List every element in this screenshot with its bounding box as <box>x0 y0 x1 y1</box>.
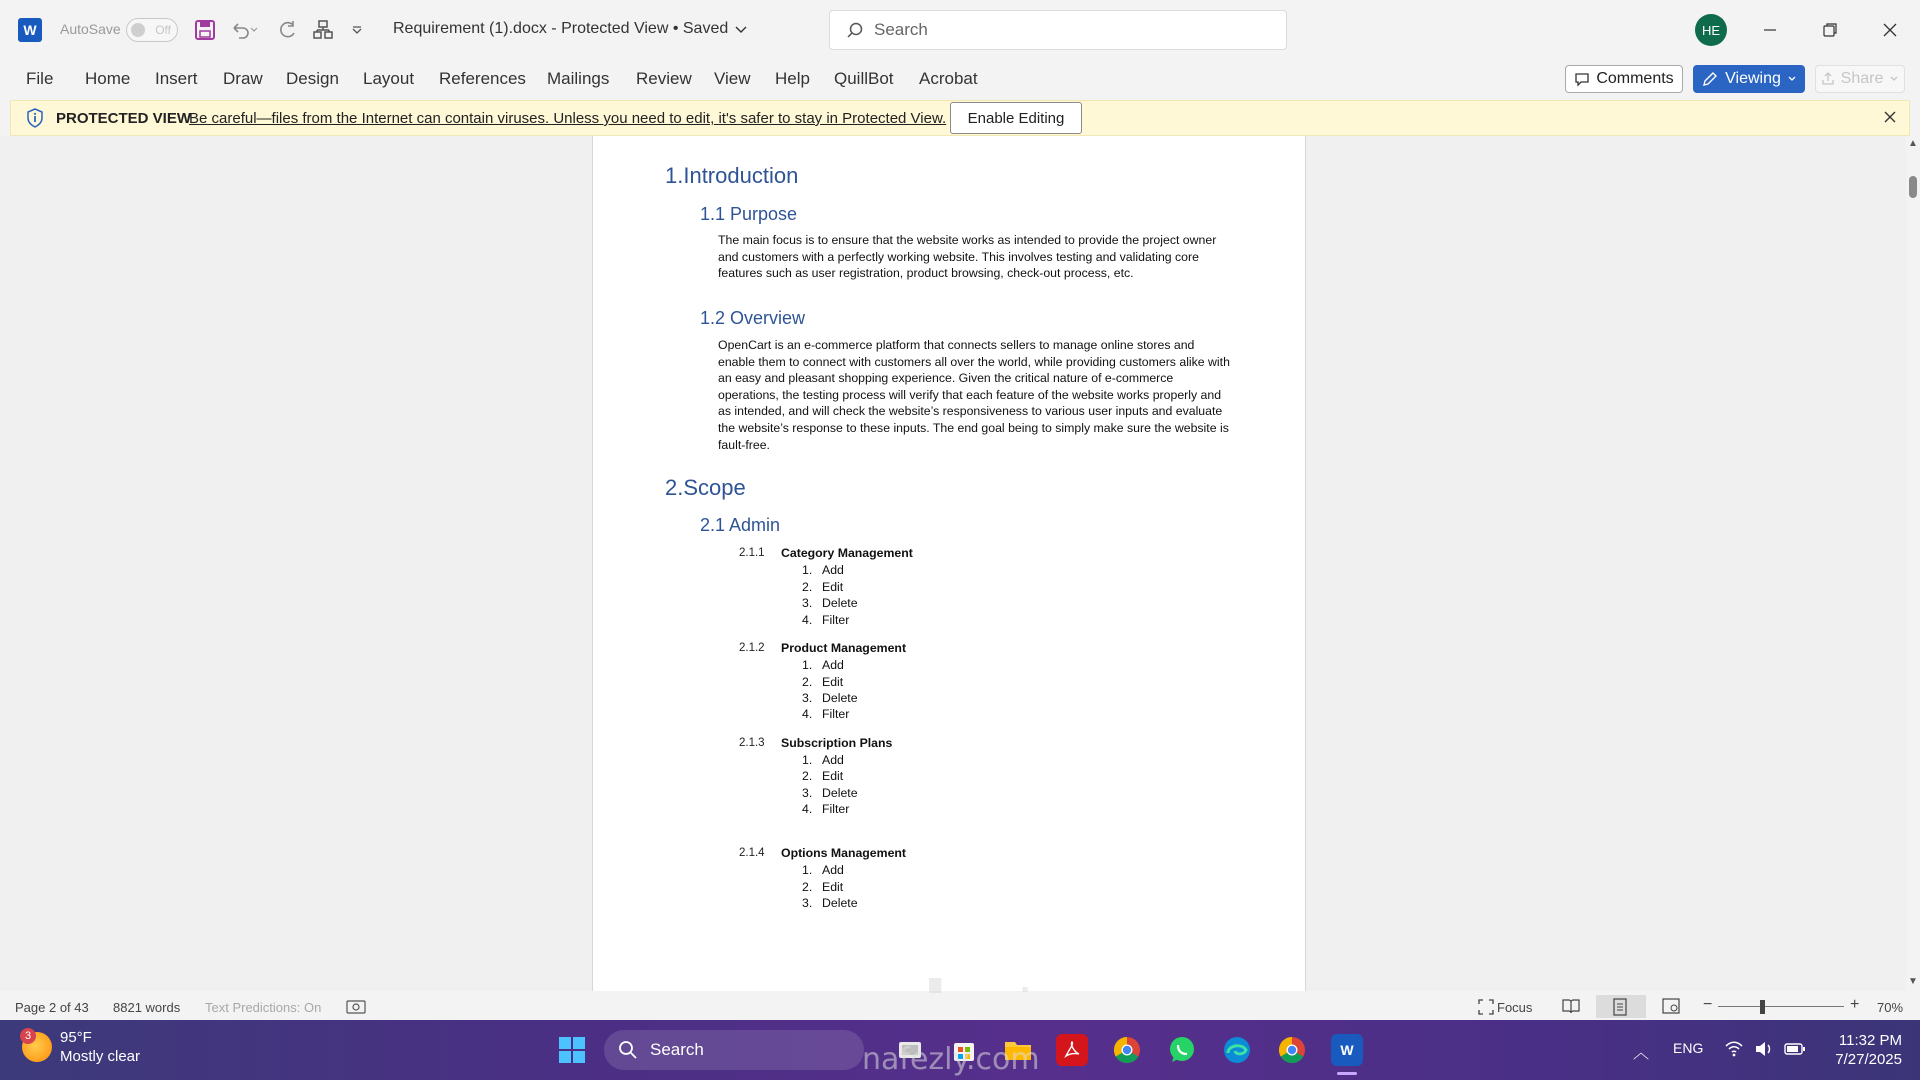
watermark-text: nafezly.com <box>862 1042 1040 1077</box>
windows-start-icon[interactable] <box>556 1034 588 1066</box>
list-item: 2. Edit <box>802 580 844 594</box>
heading-overview: 1.2 Overview <box>700 308 806 328</box>
section-number: 2.1.4 <box>739 847 765 859</box>
tab-layout[interactable]: Layout <box>363 69 415 88</box>
document-canvas <box>0 136 1906 991</box>
share-label: Share <box>1840 70 1884 87</box>
chrome-profile-icon[interactable] <box>1276 1034 1308 1066</box>
save-icon[interactable] <box>191 16 219 44</box>
system-clock[interactable] <box>1820 1031 1902 1069</box>
heading-introduction: 1.Introduction <box>665 163 799 188</box>
scroll-down-icon[interactable]: ▼ <box>1908 976 1918 987</box>
tab-help[interactable]: Help <box>775 69 810 88</box>
zoom-out-icon[interactable]: − <box>1703 996 1713 1013</box>
share-button[interactable] <box>1815 65 1905 93</box>
avatar[interactable]: HE <box>1695 14 1727 46</box>
document-title[interactable] <box>393 20 748 38</box>
autosave-label: AutoSave <box>60 21 121 37</box>
tab-references[interactable]: References <box>439 69 526 88</box>
close-icon[interactable] <box>1882 109 1898 125</box>
section-number: 2.1.1 <box>739 547 765 559</box>
document-page <box>592 136 1306 991</box>
list-item: 1. Add <box>802 563 844 577</box>
weather-widget[interactable] <box>22 1028 140 1066</box>
zoom-level[interactable]: 70% <box>1877 1000 1904 1015</box>
comments-label: Comments <box>1596 70 1674 87</box>
tab-quillbot[interactable]: QuillBot <box>834 69 894 88</box>
taskbar-search-label: Search <box>650 1040 704 1059</box>
tab-review[interactable]: Review <box>636 69 692 88</box>
focus-button[interactable]: Focus <box>1497 1000 1533 1015</box>
tab-view[interactable]: View <box>714 69 751 88</box>
info-shield-icon <box>25 108 45 128</box>
section-title: Subscription Plans <box>781 736 893 750</box>
vertical-scrollbar[interactable] <box>1906 136 1920 991</box>
undo-dropdown-icon[interactable] <box>247 16 261 44</box>
close-window-button[interactable] <box>1874 14 1906 46</box>
weather-condition: Mostly clear <box>60 1048 141 1065</box>
tab-acrobat[interactable]: Acrobat <box>919 69 978 88</box>
list-item: 3. Delete <box>802 596 858 610</box>
word-logo-icon: W <box>18 18 42 42</box>
section-title: Options Management <box>781 846 907 860</box>
restore-icon <box>1823 23 1837 37</box>
search-icon <box>618 1040 638 1060</box>
section-title: Category Management <box>781 546 913 560</box>
list-item: 3. Delete <box>802 691 858 705</box>
web-layout-icon[interactable] <box>1662 998 1680 1014</box>
chevron-down-icon <box>734 22 748 36</box>
edge-icon[interactable] <box>1221 1034 1253 1066</box>
customize-toolbar-icon[interactable] <box>343 16 371 44</box>
viewing-label: Viewing <box>1725 70 1781 87</box>
read-mode-icon[interactable] <box>1562 998 1580 1014</box>
scroll-thumb[interactable] <box>1909 176 1917 198</box>
search-icon <box>846 21 864 39</box>
weather-icon <box>22 1032 52 1062</box>
word-count[interactable]: 8821 words <box>113 1000 181 1015</box>
clock-date: 7/27/2025 <box>1835 1051 1902 1068</box>
volume-icon[interactable] <box>1754 1040 1774 1058</box>
autosave-state: Off <box>155 23 171 37</box>
chevron-up-icon[interactable]: ︿ <box>1633 1045 1650 1062</box>
list-item: 1. Add <box>802 863 844 877</box>
word-taskbar-icon[interactable]: W <box>1331 1034 1363 1066</box>
section-number: 2.1.3 <box>739 737 765 749</box>
protected-view-message-link[interactable]: Be careful—files from the Internet can contain viruses. Unless you need to edit, it's safer to stay in Protected View. <box>189 110 947 127</box>
list-item: 4. Filter <box>802 613 850 627</box>
accessibility-icon[interactable] <box>346 998 366 1016</box>
text-predictions-status[interactable]: Text Predictions: On <box>205 1000 322 1015</box>
list-item: 3. Delete <box>802 786 858 800</box>
touch-mode-icon[interactable] <box>309 16 337 44</box>
tab-home[interactable]: Home <box>85 69 131 88</box>
autosave-toggle[interactable] <box>126 18 178 42</box>
chevron-down-icon <box>1787 74 1797 84</box>
clock-time: 11:32 PM <box>1838 1032 1902 1049</box>
viewing-mode-button[interactable] <box>1693 65 1805 93</box>
purpose-paragraph: The main focus is to ensure that the website works as intended to provide the project owner and customers with a perfectly working website. This involves testing and validating core features such as user registration, product browsing, check-out process, etc. <box>718 233 1217 281</box>
protected-view-title: PROTECTED VIEW <box>56 110 192 127</box>
tab-mailings[interactable]: Mailings <box>547 69 610 88</box>
restore-button[interactable] <box>1814 14 1846 46</box>
section-number: 2.1.2 <box>739 642 765 654</box>
tab-file[interactable]: File <box>26 69 54 88</box>
heading-purpose: 1.1 Purpose <box>700 204 798 224</box>
page-count[interactable]: Page 2 of 43 <box>15 1000 89 1015</box>
redo-icon[interactable] <box>273 16 301 44</box>
list-item: 4. Filter <box>802 707 850 721</box>
section-title: Product Management <box>781 641 907 655</box>
search-box[interactable] <box>829 10 1287 50</box>
weather-temperature: 95°F <box>60 1029 92 1046</box>
toggle-knob <box>131 23 145 37</box>
list-item: 2. Edit <box>802 880 844 894</box>
tab-design[interactable]: Design <box>286 69 339 88</box>
scroll-up-icon[interactable]: ▲ <box>1908 138 1918 149</box>
list-item: 2. Edit <box>802 769 844 783</box>
enable-editing-button[interactable]: Enable Editing <box>950 102 1082 134</box>
focus-icon <box>1477 998 1495 1016</box>
status-bar <box>0 993 1920 1020</box>
list-item: 3. Delete <box>802 896 858 910</box>
minimize-icon <box>1763 23 1777 37</box>
wifi-icon[interactable] <box>1724 1040 1744 1058</box>
list-item: 1. Add <box>802 753 844 767</box>
pen-icon <box>1701 70 1719 88</box>
zoom-slider[interactable] <box>1718 1006 1844 1007</box>
list-item: 4. Filter <box>802 802 850 816</box>
document-title-text: Requirement (1).docx - Protected View • Saved <box>393 20 729 37</box>
heading-admin: 2.1 Admin <box>700 515 781 535</box>
zoom-in-icon[interactable]: + <box>1850 996 1860 1013</box>
search-placeholder: Search <box>874 20 928 39</box>
heading-scope: 2.Scope <box>665 475 746 500</box>
active-app-indicator <box>1337 1072 1357 1075</box>
print-layout-button[interactable] <box>1596 995 1646 1018</box>
chrome-icon[interactable] <box>1111 1034 1143 1066</box>
whatsapp-icon[interactable] <box>1166 1034 1198 1066</box>
print-layout-icon <box>1612 998 1628 1016</box>
list-item: 1. Add <box>802 658 844 672</box>
list-item: 2. Edit <box>802 675 844 689</box>
protected-view-bar <box>10 100 1910 136</box>
title-bar <box>0 0 1920 60</box>
battery-icon[interactable] <box>1784 1041 1806 1057</box>
overview-paragraph: OpenCart is an e-commerce platform that connects sellers to manage online stores and enable them to connect with customers all over the world, while providing customers alike with an easy and pleasant shopping experience. Given the critical nature of e-commerce operations, the testing process will verify that each feature of the website works properly and as intended, and will check the website’s responsiveness to various user inputs and evaluate the website’s response to these inputs. The end goal being to simply make sure the website is fault-free. <box>718 338 1230 452</box>
zoom-slider-thumb[interactable] <box>1760 1000 1765 1014</box>
comments-button[interactable] <box>1565 65 1683 93</box>
language-indicator[interactable]: ENG <box>1673 1040 1704 1056</box>
close-icon <box>1883 23 1897 37</box>
tab-draw[interactable]: Draw <box>223 69 263 88</box>
weather-badge: 3 <box>20 1028 36 1044</box>
comment-icon <box>1574 71 1590 87</box>
tab-insert[interactable]: Insert <box>155 69 198 88</box>
acrobat-icon[interactable] <box>1056 1034 1088 1066</box>
taskbar-search[interactable] <box>604 1030 864 1070</box>
minimize-button[interactable] <box>1754 14 1786 46</box>
share-icon <box>1821 72 1835 86</box>
chevron-down-icon <box>1889 74 1899 84</box>
